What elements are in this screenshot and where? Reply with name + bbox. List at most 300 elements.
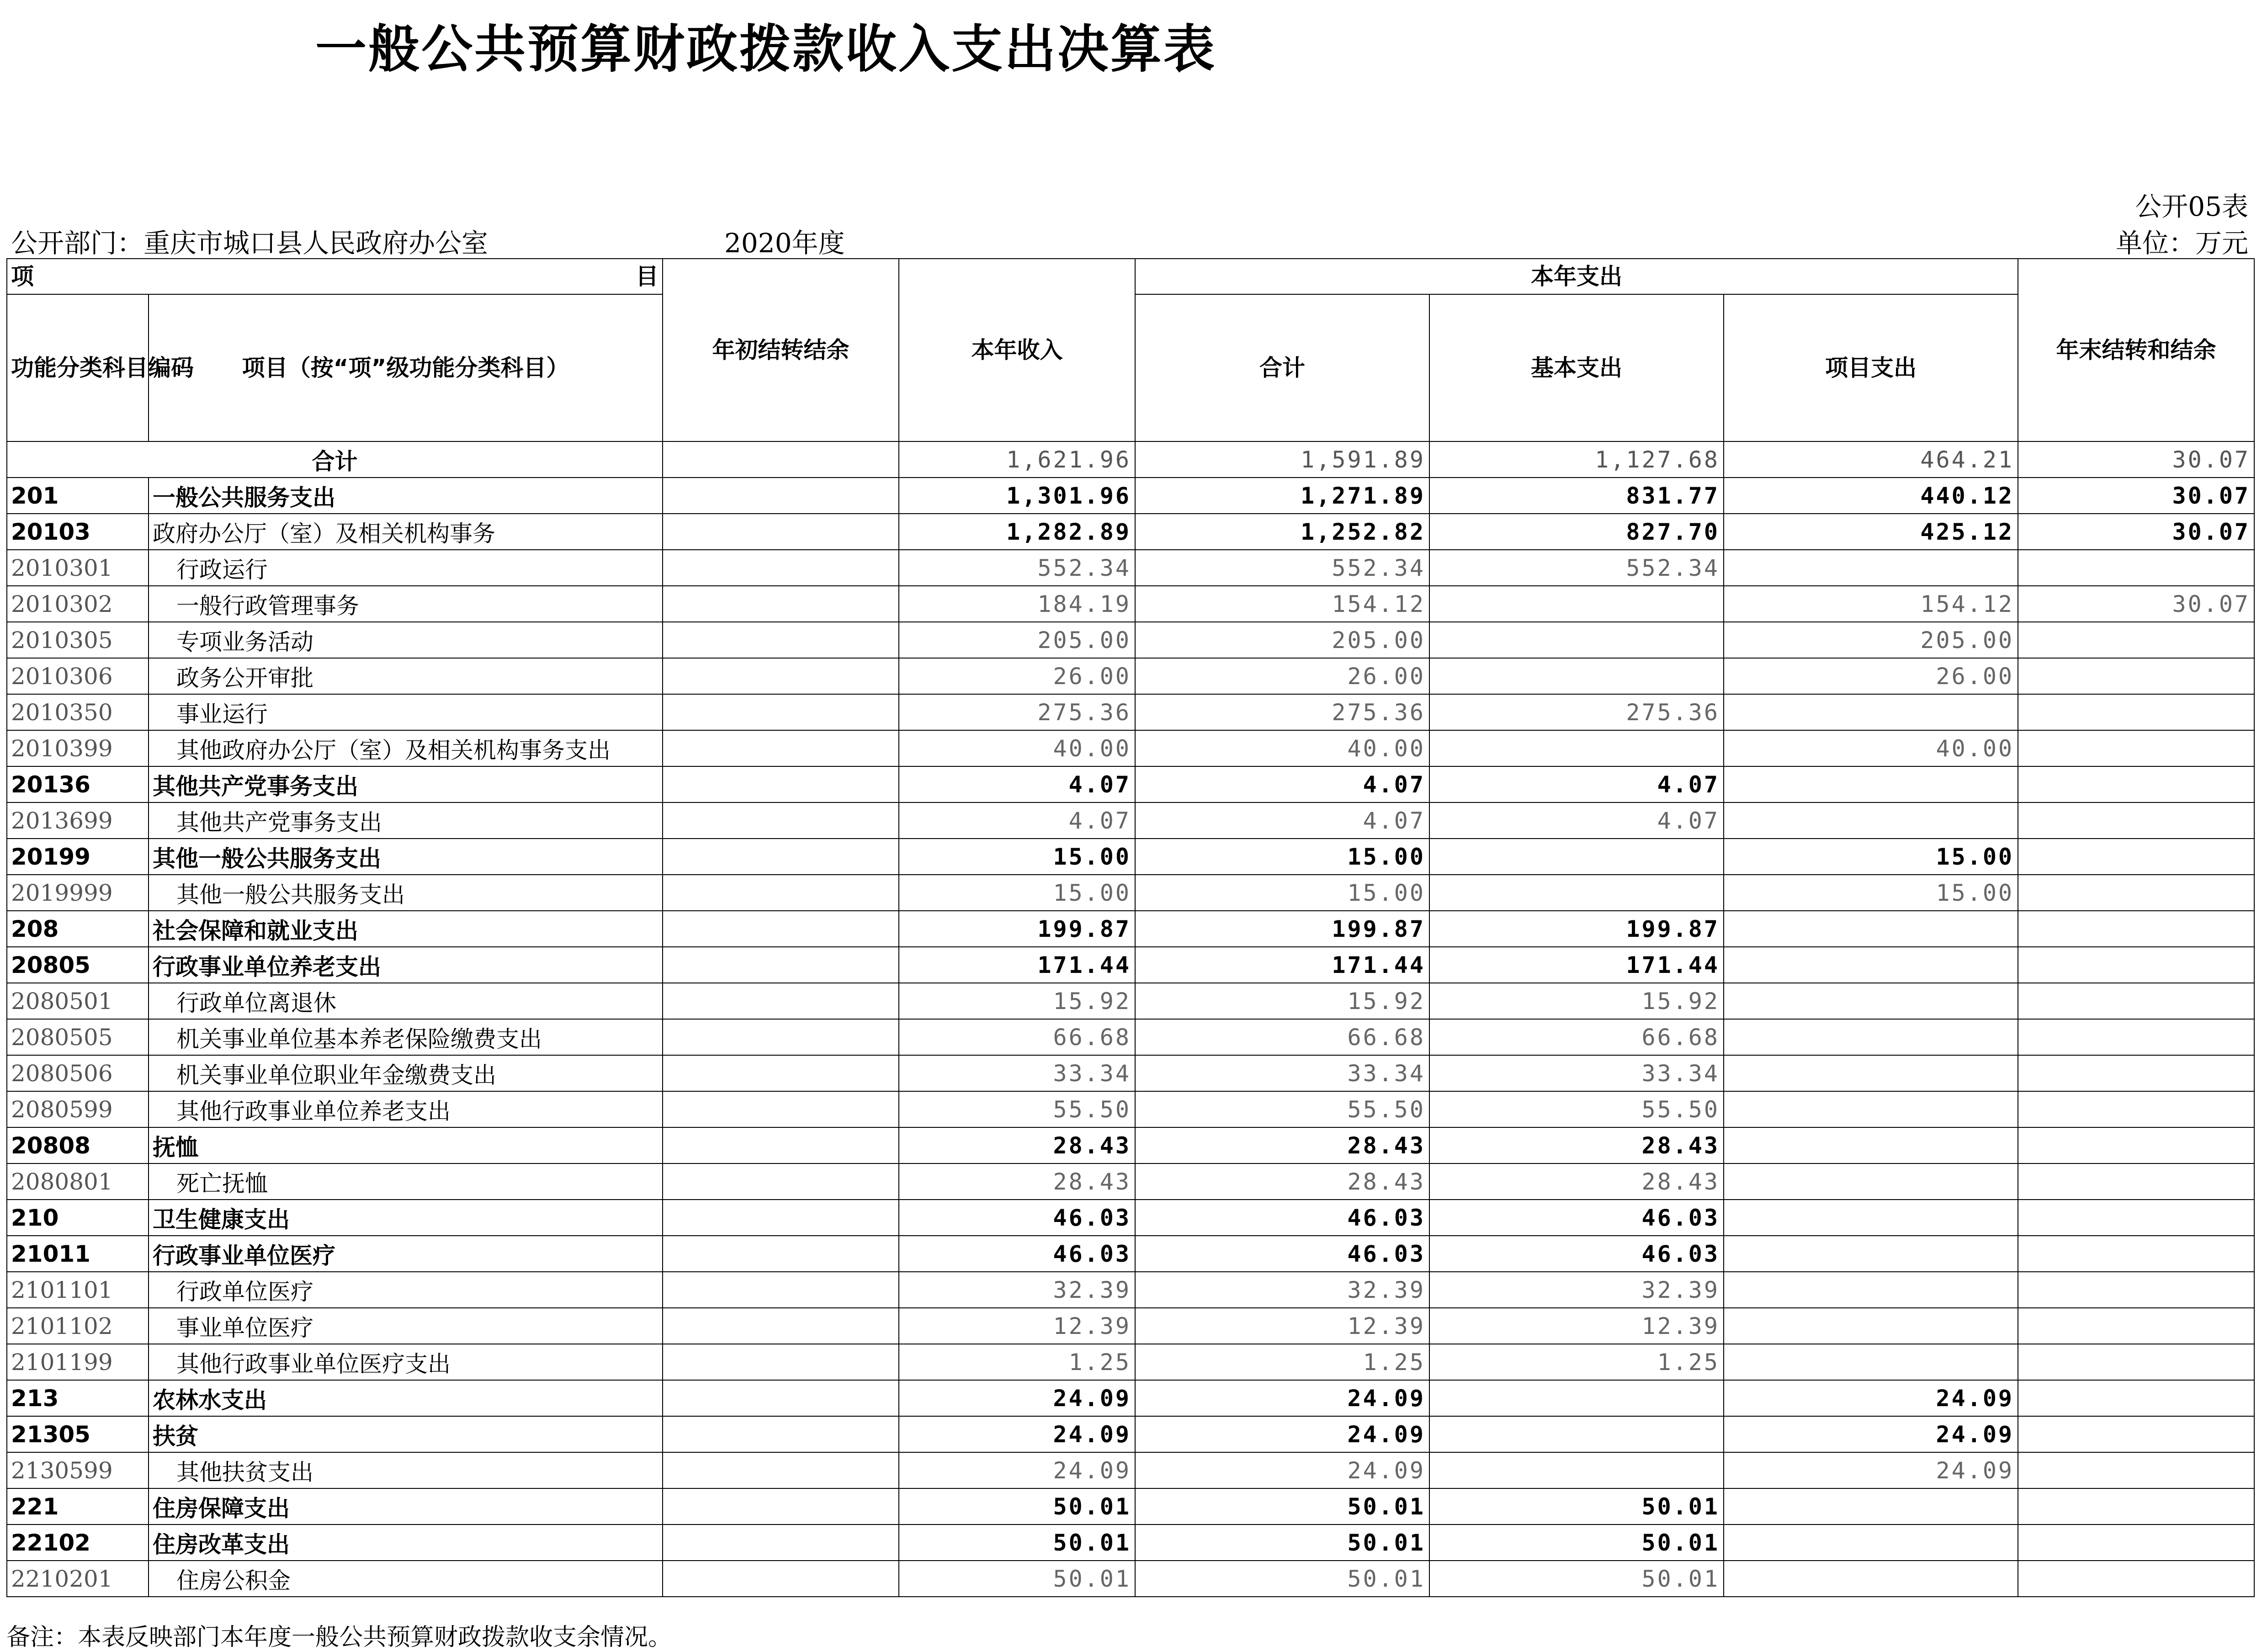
table-row bbox=[7, 1488, 2254, 1525]
cell-name: 其他一般公共服务支出 bbox=[149, 839, 663, 875]
table-row bbox=[7, 1561, 2254, 1597]
total-income: 1,621.96 bbox=[899, 441, 1135, 478]
cell-begin bbox=[663, 1163, 899, 1200]
cell-end bbox=[2018, 1525, 2254, 1561]
cell-code: 2010350 bbox=[7, 694, 149, 730]
cell-end bbox=[2018, 1200, 2254, 1236]
cell-name: 行政单位离退休 bbox=[149, 983, 663, 1019]
cell-begin bbox=[663, 514, 899, 550]
cell-income: 15.92 bbox=[899, 983, 1135, 1019]
cell-end bbox=[2018, 1380, 2254, 1416]
cell-basic: 46.03 bbox=[1429, 1200, 1724, 1236]
cell-income: 184.19 bbox=[899, 586, 1135, 622]
income-header: 本年收入 bbox=[899, 259, 1135, 441]
cell-name: 专项业务活动 bbox=[149, 622, 663, 658]
cell-name: 事业单位医疗 bbox=[149, 1308, 663, 1344]
cell-end bbox=[2018, 1416, 2254, 1452]
total-expense: 1,591.89 bbox=[1135, 441, 1429, 478]
cell-income: 32.39 bbox=[899, 1272, 1135, 1308]
cell-name: 政务公开审批 bbox=[149, 658, 663, 694]
table-row bbox=[7, 622, 2254, 658]
unit-label: 单位：万元 bbox=[2115, 228, 2248, 259]
cell-income: 199.87 bbox=[899, 911, 1135, 947]
cell-end bbox=[2018, 802, 2254, 839]
table-row bbox=[7, 1127, 2254, 1163]
cell-project bbox=[1724, 1163, 2018, 1200]
cell-begin bbox=[663, 730, 899, 766]
cell-total: 12.39 bbox=[1135, 1308, 1429, 1344]
cell-basic: 50.01 bbox=[1429, 1561, 1724, 1597]
table-row bbox=[7, 983, 2254, 1019]
table-row bbox=[7, 1272, 2254, 1308]
cell-project bbox=[1724, 1272, 2018, 1308]
cell-income: 55.50 bbox=[899, 1091, 1135, 1127]
cell-total: 26.00 bbox=[1135, 658, 1429, 694]
table-row bbox=[7, 1308, 2254, 1344]
cell-income: 24.09 bbox=[899, 1452, 1135, 1488]
cell-end bbox=[2018, 622, 2254, 658]
cell-project: 15.00 bbox=[1724, 839, 2018, 875]
total-end: 30.07 bbox=[2018, 441, 2254, 478]
cell-end bbox=[2018, 947, 2254, 983]
cell-income: 4.07 bbox=[899, 802, 1135, 839]
cell-project: 26.00 bbox=[1724, 658, 2018, 694]
cell-code: 2101101 bbox=[7, 1272, 149, 1308]
cell-begin bbox=[663, 766, 899, 802]
cell-project: 24.09 bbox=[1724, 1452, 2018, 1488]
cell-begin bbox=[663, 1127, 899, 1163]
cell-basic bbox=[1429, 658, 1724, 694]
cell-total: 1,252.82 bbox=[1135, 514, 1429, 550]
cell-begin bbox=[663, 550, 899, 586]
cell-code: 2210201 bbox=[7, 1561, 149, 1597]
cell-name: 扶贫 bbox=[149, 1416, 663, 1452]
cell-project bbox=[1724, 550, 2018, 586]
footnote: 备注：本表反映部门本年度一般公共预算财政拨款收支余情况。 bbox=[6, 1624, 672, 1651]
cell-project: 24.09 bbox=[1724, 1416, 2018, 1452]
cell-total: 28.43 bbox=[1135, 1127, 1429, 1163]
cell-code: 2080501 bbox=[7, 983, 149, 1019]
cell-end: 30.07 bbox=[2018, 514, 2254, 550]
table-row bbox=[7, 911, 2254, 947]
cell-name: 社会保障和就业支出 bbox=[149, 911, 663, 947]
project-expense-header: 项目支出 bbox=[1724, 294, 2018, 441]
table-row bbox=[7, 1416, 2254, 1452]
cell-basic bbox=[1429, 622, 1724, 658]
cell-basic: 32.39 bbox=[1429, 1272, 1724, 1308]
basic-expense-header: 基本支出 bbox=[1429, 294, 1724, 441]
cell-code: 201 bbox=[7, 478, 149, 514]
cell-project bbox=[1724, 947, 2018, 983]
cell-begin bbox=[663, 586, 899, 622]
table-row bbox=[7, 1344, 2254, 1380]
cell-code: 2013699 bbox=[7, 802, 149, 839]
table-row bbox=[7, 1236, 2254, 1272]
cell-code: 20136 bbox=[7, 766, 149, 802]
cell-basic: 15.92 bbox=[1429, 983, 1724, 1019]
total-label: 合计 bbox=[7, 441, 663, 478]
cell-end bbox=[2018, 983, 2254, 1019]
cell-end: 30.07 bbox=[2018, 478, 2254, 514]
cell-project bbox=[1724, 1525, 2018, 1561]
table-row bbox=[7, 658, 2254, 694]
cell-name: 行政运行 bbox=[149, 550, 663, 586]
cell-total: 46.03 bbox=[1135, 1200, 1429, 1236]
cell-end bbox=[2018, 1561, 2254, 1597]
cell-basic: 28.43 bbox=[1429, 1163, 1724, 1200]
cell-income: 552.34 bbox=[899, 550, 1135, 586]
cell-total: 275.36 bbox=[1135, 694, 1429, 730]
cell-name: 其他扶贫支出 bbox=[149, 1452, 663, 1488]
cell-total: 50.01 bbox=[1135, 1561, 1429, 1597]
cell-income: 46.03 bbox=[899, 1200, 1135, 1236]
cell-total: 1.25 bbox=[1135, 1344, 1429, 1380]
cell-name: 抚恤 bbox=[149, 1127, 663, 1163]
cell-total: 40.00 bbox=[1135, 730, 1429, 766]
cell-basic: 33.34 bbox=[1429, 1055, 1724, 1091]
cell-project bbox=[1724, 802, 2018, 839]
cell-basic: 171.44 bbox=[1429, 947, 1724, 983]
cell-total: 15.00 bbox=[1135, 839, 1429, 875]
cell-end bbox=[2018, 1488, 2254, 1525]
cell-basic: 827.70 bbox=[1429, 514, 1724, 550]
cell-begin bbox=[663, 947, 899, 983]
cell-total: 46.03 bbox=[1135, 1236, 1429, 1272]
cell-begin bbox=[663, 1019, 899, 1055]
cell-begin bbox=[663, 694, 899, 730]
cell-total: 50.01 bbox=[1135, 1525, 1429, 1561]
begin-balance-header: 年初结转结余 bbox=[663, 259, 899, 441]
cell-income: 24.09 bbox=[899, 1380, 1135, 1416]
item-header-right: 目 bbox=[636, 263, 658, 290]
cell-code: 21011 bbox=[7, 1236, 149, 1272]
cell-income: 275.36 bbox=[899, 694, 1135, 730]
cell-code: 2130599 bbox=[7, 1452, 149, 1488]
cell-name: 行政单位医疗 bbox=[149, 1272, 663, 1308]
expense-header: 本年支出 bbox=[1135, 259, 2018, 294]
department-label: 公开部门：重庆市城口县人民政府办公室 bbox=[11, 228, 489, 259]
cell-end bbox=[2018, 1055, 2254, 1091]
report-title: 一般公共预算财政拨款收入支出决算表 bbox=[315, 20, 1216, 79]
cell-end bbox=[2018, 730, 2254, 766]
cell-begin bbox=[663, 658, 899, 694]
cell-basic: 199.87 bbox=[1429, 911, 1724, 947]
cell-end bbox=[2018, 694, 2254, 730]
cell-begin bbox=[663, 1416, 899, 1452]
table-row bbox=[7, 1200, 2254, 1236]
end-balance-header: 年末结转和结余 bbox=[2018, 259, 2254, 441]
cell-begin bbox=[663, 1308, 899, 1344]
cell-total: 33.34 bbox=[1135, 1055, 1429, 1091]
name-header: 项目（按“项”级功能分类科目） bbox=[149, 294, 663, 441]
cell-name: 机关事业单位基本养老保险缴费支出 bbox=[149, 1019, 663, 1055]
cell-basic: 552.34 bbox=[1429, 550, 1724, 586]
cell-begin bbox=[663, 839, 899, 875]
table-row bbox=[7, 947, 2254, 983]
cell-project bbox=[1724, 911, 2018, 947]
cell-begin bbox=[663, 1561, 899, 1597]
cell-total: 32.39 bbox=[1135, 1272, 1429, 1308]
cell-income: 1,301.96 bbox=[899, 478, 1135, 514]
cell-income: 15.00 bbox=[899, 839, 1135, 875]
cell-total: 24.09 bbox=[1135, 1416, 1429, 1452]
cell-code: 20199 bbox=[7, 839, 149, 875]
cell-income: 1,282.89 bbox=[899, 514, 1135, 550]
cell-code: 2010305 bbox=[7, 622, 149, 658]
cell-end: 30.07 bbox=[2018, 586, 2254, 622]
cell-code: 22102 bbox=[7, 1525, 149, 1561]
cell-code: 20103 bbox=[7, 514, 149, 550]
cell-begin bbox=[663, 1488, 899, 1525]
cell-basic bbox=[1429, 1380, 1724, 1416]
table-body bbox=[7, 441, 2254, 1597]
cell-end bbox=[2018, 1344, 2254, 1380]
code-header: 功能分类科目编码 bbox=[7, 294, 149, 441]
table-row bbox=[7, 730, 2254, 766]
cell-begin bbox=[663, 983, 899, 1019]
cell-name: 其他行政事业单位医疗支出 bbox=[149, 1344, 663, 1380]
table-row bbox=[7, 1380, 2254, 1416]
cell-income: 4.07 bbox=[899, 766, 1135, 802]
cell-end bbox=[2018, 1091, 2254, 1127]
cell-end bbox=[2018, 911, 2254, 947]
cell-total: 199.87 bbox=[1135, 911, 1429, 947]
cell-basic: 50.01 bbox=[1429, 1488, 1724, 1525]
cell-income: 50.01 bbox=[899, 1525, 1135, 1561]
cell-begin bbox=[663, 1380, 899, 1416]
cell-basic: 831.77 bbox=[1429, 478, 1724, 514]
cell-begin bbox=[663, 1091, 899, 1127]
cell-project: 154.12 bbox=[1724, 586, 2018, 622]
expense-total-header: 合计 bbox=[1135, 294, 1429, 441]
cell-income: 1.25 bbox=[899, 1344, 1135, 1380]
cell-project: 425.12 bbox=[1724, 514, 2018, 550]
table-row bbox=[7, 1019, 2254, 1055]
total-project: 464.21 bbox=[1724, 441, 2018, 478]
cell-project: 24.09 bbox=[1724, 1380, 2018, 1416]
cell-project bbox=[1724, 1200, 2018, 1236]
table-row bbox=[7, 875, 2254, 911]
cell-basic bbox=[1429, 1452, 1724, 1488]
cell-income: 46.03 bbox=[899, 1236, 1135, 1272]
table-row bbox=[7, 839, 2254, 875]
cell-project bbox=[1724, 1561, 2018, 1597]
cell-end bbox=[2018, 550, 2254, 586]
cell-end bbox=[2018, 875, 2254, 911]
cell-name: 机关事业单位职业年金缴费支出 bbox=[149, 1055, 663, 1091]
cell-income: 28.43 bbox=[899, 1163, 1135, 1200]
table-row bbox=[7, 1091, 2254, 1127]
cell-name: 死亡抚恤 bbox=[149, 1163, 663, 1200]
table-row bbox=[7, 1525, 2254, 1561]
cell-project bbox=[1724, 766, 2018, 802]
cell-code: 2010399 bbox=[7, 730, 149, 766]
table-row bbox=[7, 766, 2254, 802]
cell-end bbox=[2018, 1019, 2254, 1055]
table-row bbox=[7, 1452, 2254, 1488]
item-header bbox=[7, 259, 663, 294]
cell-begin bbox=[663, 875, 899, 911]
cell-basic: 28.43 bbox=[1429, 1127, 1724, 1163]
table-row bbox=[7, 802, 2254, 839]
cell-income: 28.43 bbox=[899, 1127, 1135, 1163]
cell-project: 15.00 bbox=[1724, 875, 2018, 911]
cell-name: 行政事业单位养老支出 bbox=[149, 947, 663, 983]
total-basic: 1,127.68 bbox=[1429, 441, 1724, 478]
cell-code: 2010301 bbox=[7, 550, 149, 586]
cell-end bbox=[2018, 839, 2254, 875]
table-row bbox=[7, 1055, 2254, 1091]
cell-begin bbox=[663, 1055, 899, 1091]
cell-code: 2101199 bbox=[7, 1344, 149, 1380]
cell-total: 205.00 bbox=[1135, 622, 1429, 658]
cell-basic: 12.39 bbox=[1429, 1308, 1724, 1344]
cell-total: 171.44 bbox=[1135, 947, 1429, 983]
cell-code: 2010302 bbox=[7, 586, 149, 622]
cell-name: 事业运行 bbox=[149, 694, 663, 730]
cell-total: 55.50 bbox=[1135, 1091, 1429, 1127]
cell-begin bbox=[663, 1236, 899, 1272]
cell-total: 15.00 bbox=[1135, 875, 1429, 911]
cell-name: 其他行政事业单位养老支出 bbox=[149, 1091, 663, 1127]
table-row bbox=[7, 478, 2254, 514]
cell-basic: 46.03 bbox=[1429, 1236, 1724, 1272]
cell-basic: 4.07 bbox=[1429, 766, 1724, 802]
cell-total: 66.68 bbox=[1135, 1019, 1429, 1055]
cell-code: 210 bbox=[7, 1200, 149, 1236]
cell-total: 1,271.89 bbox=[1135, 478, 1429, 514]
cell-income: 205.00 bbox=[899, 622, 1135, 658]
cell-end bbox=[2018, 1163, 2254, 1200]
cell-begin bbox=[663, 911, 899, 947]
cell-name: 其他共产党事务支出 bbox=[149, 802, 663, 839]
cell-end bbox=[2018, 766, 2254, 802]
cell-code: 2080505 bbox=[7, 1019, 149, 1055]
cell-name: 农林水支出 bbox=[149, 1380, 663, 1416]
cell-income: 66.68 bbox=[899, 1019, 1135, 1055]
cell-basic bbox=[1429, 730, 1724, 766]
cell-income: 50.01 bbox=[899, 1561, 1135, 1597]
cell-basic: 50.01 bbox=[1429, 1525, 1724, 1561]
table-row bbox=[7, 694, 2254, 730]
cell-name: 其他共产党事务支出 bbox=[149, 766, 663, 802]
cell-end bbox=[2018, 1236, 2254, 1272]
cell-begin bbox=[663, 622, 899, 658]
cell-income: 12.39 bbox=[899, 1308, 1135, 1344]
cell-project bbox=[1724, 1127, 2018, 1163]
cell-code: 2080599 bbox=[7, 1091, 149, 1127]
cell-begin bbox=[663, 802, 899, 839]
cell-total: 15.92 bbox=[1135, 983, 1429, 1019]
cell-project bbox=[1724, 1344, 2018, 1380]
cell-code: 20805 bbox=[7, 947, 149, 983]
cell-project bbox=[1724, 694, 2018, 730]
cell-name: 住房公积金 bbox=[149, 1561, 663, 1597]
cell-income: 50.01 bbox=[899, 1488, 1135, 1525]
cell-total: 552.34 bbox=[1135, 550, 1429, 586]
cell-total: 4.07 bbox=[1135, 766, 1429, 802]
item-header-left: 项 bbox=[11, 263, 34, 290]
cell-end bbox=[2018, 1272, 2254, 1308]
cell-project: 205.00 bbox=[1724, 622, 2018, 658]
cell-name: 其他政府办公厅（室）及相关机构事务支出 bbox=[149, 730, 663, 766]
cell-code: 208 bbox=[7, 911, 149, 947]
cell-income: 40.00 bbox=[899, 730, 1135, 766]
cell-project bbox=[1724, 983, 2018, 1019]
cell-code: 2019999 bbox=[7, 875, 149, 911]
budget-table bbox=[6, 258, 2255, 1597]
cell-total: 154.12 bbox=[1135, 586, 1429, 622]
cell-end bbox=[2018, 1127, 2254, 1163]
cell-project: 40.00 bbox=[1724, 730, 2018, 766]
cell-basic bbox=[1429, 1416, 1724, 1452]
cell-project bbox=[1724, 1091, 2018, 1127]
cell-project bbox=[1724, 1488, 2018, 1525]
cell-total: 24.09 bbox=[1135, 1380, 1429, 1416]
total-begin bbox=[663, 441, 899, 478]
cell-code: 2010306 bbox=[7, 658, 149, 694]
cell-name: 卫生健康支出 bbox=[149, 1200, 663, 1236]
cell-basic: 275.36 bbox=[1429, 694, 1724, 730]
table-row bbox=[7, 1163, 2254, 1200]
cell-begin bbox=[663, 1344, 899, 1380]
cell-name: 住房保障支出 bbox=[149, 1488, 663, 1525]
cell-begin bbox=[663, 1200, 899, 1236]
cell-code: 221 bbox=[7, 1488, 149, 1525]
cell-begin bbox=[663, 1452, 899, 1488]
cell-begin bbox=[663, 1272, 899, 1308]
cell-begin bbox=[663, 1525, 899, 1561]
cell-project: 440.12 bbox=[1724, 478, 2018, 514]
cell-income: 171.44 bbox=[899, 947, 1135, 983]
cell-basic bbox=[1429, 875, 1724, 911]
cell-code: 213 bbox=[7, 1380, 149, 1416]
cell-end bbox=[2018, 1452, 2254, 1488]
cell-project bbox=[1724, 1308, 2018, 1344]
cell-basic bbox=[1429, 586, 1724, 622]
cell-total: 24.09 bbox=[1135, 1452, 1429, 1488]
cell-total: 4.07 bbox=[1135, 802, 1429, 839]
table-number: 公开05表 bbox=[2135, 191, 2248, 222]
cell-name: 一般行政管理事务 bbox=[149, 586, 663, 622]
cell-code: 2080506 bbox=[7, 1055, 149, 1091]
cell-basic: 4.07 bbox=[1429, 802, 1724, 839]
cell-basic: 55.50 bbox=[1429, 1091, 1724, 1127]
cell-income: 33.34 bbox=[899, 1055, 1135, 1091]
cell-income: 15.00 bbox=[899, 875, 1135, 911]
cell-end bbox=[2018, 1308, 2254, 1344]
cell-income: 26.00 bbox=[899, 658, 1135, 694]
cell-total: 28.43 bbox=[1135, 1163, 1429, 1200]
total-row bbox=[7, 441, 2254, 478]
cell-name: 其他一般公共服务支出 bbox=[149, 875, 663, 911]
cell-begin bbox=[663, 478, 899, 514]
cell-name: 行政事业单位医疗 bbox=[149, 1236, 663, 1272]
cell-project bbox=[1724, 1055, 2018, 1091]
cell-code: 20808 bbox=[7, 1127, 149, 1163]
cell-project bbox=[1724, 1236, 2018, 1272]
cell-end bbox=[2018, 658, 2254, 694]
cell-code: 21305 bbox=[7, 1416, 149, 1452]
cell-basic bbox=[1429, 839, 1724, 875]
cell-name: 住房改革支出 bbox=[149, 1525, 663, 1561]
fiscal-year: 2020年度 bbox=[724, 228, 845, 259]
cell-total: 50.01 bbox=[1135, 1488, 1429, 1525]
cell-income: 24.09 bbox=[899, 1416, 1135, 1452]
table-row bbox=[7, 514, 2254, 550]
cell-basic: 1.25 bbox=[1429, 1344, 1724, 1380]
cell-code: 2080801 bbox=[7, 1163, 149, 1200]
